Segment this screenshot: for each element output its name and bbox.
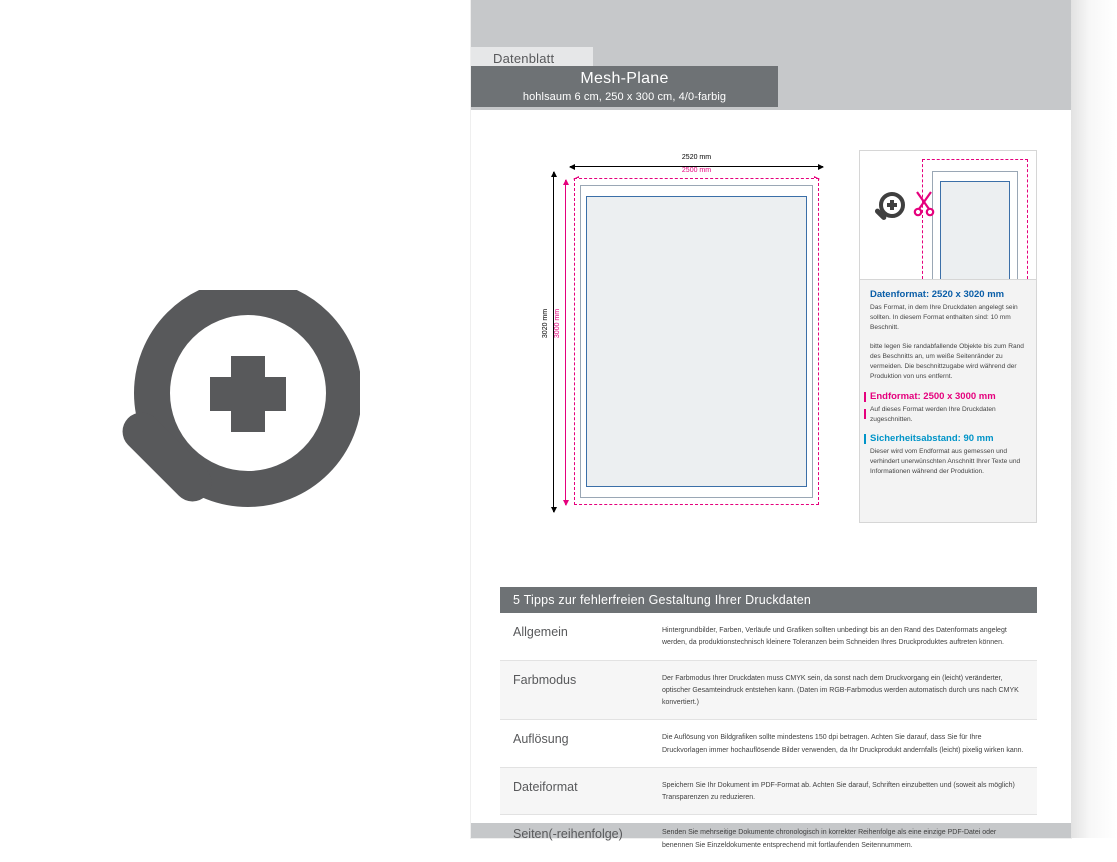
- dim-label-data-height: 3020 mm: [542, 308, 550, 339]
- legend-item-heading: Endformat: 2500 x 3000 mm: [870, 390, 996, 402]
- legend-item-endformat: [870, 391, 1026, 425]
- tips-row-label: Farbmodus: [513, 672, 577, 687]
- datenblatt-tab-label: Datenblatt: [493, 51, 555, 66]
- legend-item-text: Das Format, in dem Ihre Druckdaten angelegt sein sollten. In diesem Format enthalten sind: 10 mm Beschnitt.: [870, 304, 1018, 332]
- legend-item-datenformat: [870, 289, 1026, 383]
- legend-item-text: Dieser wird vom Endformat aus gemessen und verhindert unerwünschten Anschnitt Ihrer Texte und Informationen während der Produktion.: [870, 447, 1021, 476]
- scissors-icon: [912, 189, 936, 217]
- tips-row-text: Speichern Sie Ihr Dokument im PDF-Format ab. Achten Sie darauf, Schriften einzubetten und (soweit als möglich) Transparenzen zu reduzieren.: [662, 781, 1015, 801]
- legend-safety-frame: [940, 181, 1010, 279]
- format-legend: [859, 150, 1037, 523]
- product-title-block: [471, 66, 778, 107]
- table-row: [500, 613, 1037, 661]
- page-title: Mesh-Plane: [580, 70, 669, 87]
- tips-table: [500, 587, 1037, 862]
- format-diagram: [542, 150, 840, 530]
- legend-item-sicherheitsabstand: [870, 433, 1026, 478]
- legend-item-text: Auf dieses Format werden Ihre Druckdaten zugeschnitten.: [870, 405, 996, 423]
- table-row: [500, 661, 1037, 721]
- safety-frame: [586, 196, 807, 487]
- endformat-color-marker: [864, 392, 866, 402]
- table-row: [500, 768, 1037, 816]
- tips-row-label: Dateiformat: [513, 779, 578, 794]
- magnifier-plus-icon: [872, 191, 906, 225]
- tips-row-label: Allgemein: [513, 625, 568, 639]
- page-shadow: [1071, 0, 1117, 838]
- tips-row-label: Auflösung: [513, 732, 569, 747]
- tips-row-text: Der Farbmodus Ihrer Druckdaten muss CMYK sein, da sonst nach dem Druckvorgang ein (leicht) veränderter, optischer Gesamteindruck entstehen kann. (Daten im RGB-Farbmodus werden automatisch durch uns nach CMYK konvertiert.): [662, 674, 1019, 706]
- table-row: [500, 815, 1037, 862]
- magnifier-plus-icon: [100, 290, 360, 545]
- legend-item-heading: Sicherheitsabstand: 90 mm: [870, 432, 994, 444]
- tips-row-label: Seiten(-reihenfolge): [513, 827, 623, 842]
- legend-item-text: bitte legen Sie randabfallende Objekte bis zum Rand des Beschnitts an, um weiße Seitenränder zu vermeiden. Die beschnittzugabe wird während der Produktion von uns entfernt.: [870, 342, 1024, 381]
- dim-label-trim-height: 3000 mm: [554, 308, 562, 339]
- sicherheitsabstand-color-marker: [864, 434, 866, 444]
- table-row: [500, 720, 1037, 768]
- dim-label-data-width: 2520 mm: [681, 154, 712, 161]
- tips-title: 5 Tipps zur fehlerfreien Gestaltung Ihrer Druckdaten: [500, 587, 1037, 613]
- page-subtitle: hohlsaum 6 cm, 250 x 300 cm, 4/0-farbig: [522, 91, 727, 103]
- tips-row-text: Die Auflösung von Bildgrafiken sollte mindestens 150 dpi betragen. Achten Sie darauf, dass Sie für Ihre Druckvorlagen immer hochauflösende Bilder verwenden, da Ihr Druckprodukt andernfalls (leicht) pixelig wirken kann.: [662, 734, 1024, 754]
- endformat-color-marker: [864, 409, 866, 419]
- tips-row-text: Hintergrundbilder, Farben, Verläufe und Grafiken sollten unbedingt bis an den Rand des Datenformats angelegt werden, da produktionstechnisch kleinere Toleranzen beim Schneiden Ihres Druckproduktes auftreten können.: [662, 627, 1007, 647]
- dim-label-trim-width: 2500 mm: [681, 167, 712, 174]
- tips-row-text: Senden Sie mehrseitige Dokumente chronologisch in korrekter Reihenfolge als eine einzige PDF-Datei oder benennen Sie Einzeldokumente entsprechend mit fortlaufenden Seitennummern.: [662, 829, 997, 849]
- legend-item-heading: Datenformat: 2520 x 3020 mm: [870, 289, 1005, 300]
- dim-line-trim-height: [565, 180, 566, 505]
- dim-line-data-height: [553, 172, 554, 512]
- legend-preview: [860, 151, 1036, 280]
